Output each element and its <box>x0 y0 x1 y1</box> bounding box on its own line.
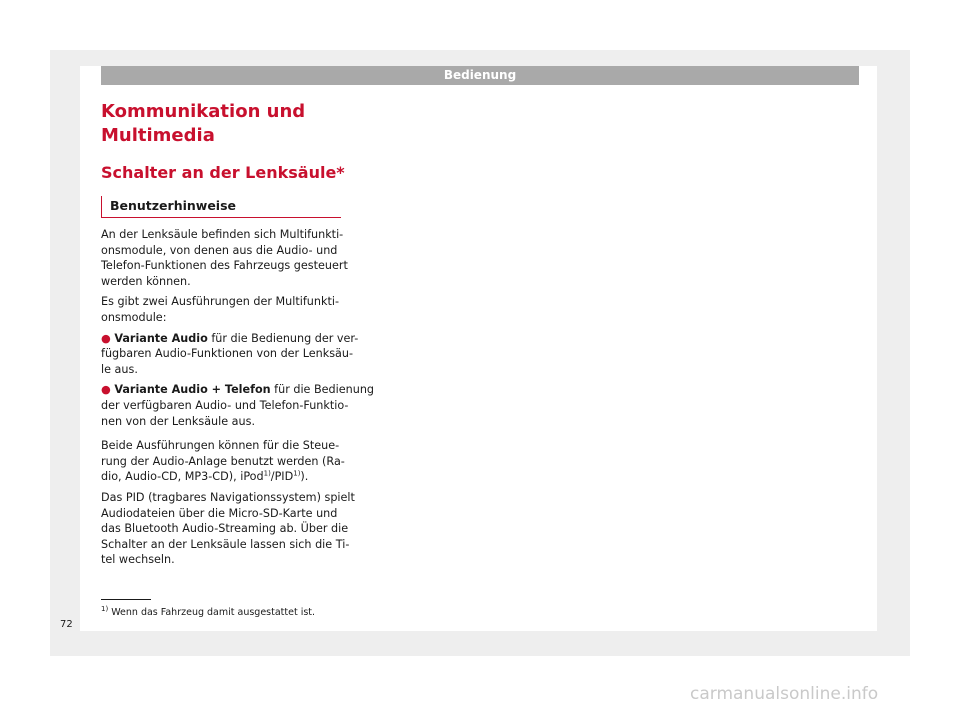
bullet-text: für die Bedienung <box>270 383 375 397</box>
bullet-term: Variante Audio + Telefon <box>114 383 271 397</box>
text-line: werden können. <box>101 274 191 288</box>
text-line <box>101 382 375 398</box>
text-line: Telefon-Funktionen des Fahrzeugs gesteuert <box>101 259 348 273</box>
text-line: Beide Ausführungen können für die Steue- <box>101 439 340 453</box>
watermark: carmanualsonline.info <box>690 684 879 704</box>
chapter-title <box>101 100 381 148</box>
footnote-divider <box>101 599 151 600</box>
text-line: nen von der Lenksäule aus. <box>101 414 256 428</box>
text-line: das Bluetooth Audio-Streaming ab. Über die <box>101 522 349 536</box>
text-segment: /PID <box>270 470 294 484</box>
paragraph-usage <box>101 438 349 485</box>
text-line: rung der Audio-Anlage benutzt werden (Ra- <box>101 454 345 468</box>
section-title: Schalter an der Lenksäule* <box>101 163 345 182</box>
text-line: tel wechseln. <box>101 553 175 567</box>
bullet-icon: ● <box>101 383 111 397</box>
text-line: Schalter an der Lenksäule lassen sich die Ti- <box>101 537 350 551</box>
footnote-ref: 1) <box>263 469 271 478</box>
text-line: der verfügbaren Audio- und Telefon-Funktio- <box>101 398 349 412</box>
text-line <box>101 331 359 347</box>
bullet-item-audio-telefon <box>101 382 375 429</box>
paragraph-variants <box>101 294 349 325</box>
paragraph-pid <box>101 490 355 568</box>
footnote <box>101 604 401 618</box>
text-line: fügbaren Audio-Funktionen von der Lenksäu- <box>101 347 354 361</box>
chapter-title-line1: Kommunikation und <box>101 101 306 122</box>
text-segment: dio, Audio-CD, MP3-CD), iPod <box>101 470 264 484</box>
footnote-text: Wenn das Fahrzeug damit ausgestattet ist. <box>108 607 316 618</box>
bullet-icon: ● <box>101 331 111 345</box>
section-header-bar: Bedienung <box>101 66 859 85</box>
subsection-title: Benutzerhinweise <box>110 198 237 213</box>
body-text-column <box>101 227 375 573</box>
subsection-heading-box <box>101 196 341 218</box>
footnote-ref: 1) <box>293 469 301 478</box>
bullet-term: Variante Audio <box>114 331 208 345</box>
text-line: Es gibt zwei Ausführungen der Multifunkti- <box>101 295 339 309</box>
bullet-text: für die Bedienung der ver- <box>207 331 359 345</box>
text-line: onsmodule, von denen aus die Audio- und <box>101 243 338 257</box>
page-number: 72 <box>60 619 73 630</box>
chapter-title-line2: Multimedia <box>101 125 215 146</box>
text-segment: ). <box>300 470 309 484</box>
text-line: Das PID (tragbares Navigationssystem) spielt <box>101 490 355 504</box>
text-line: Audiodateien über die Micro-SD-Karte und <box>101 506 338 520</box>
bullet-item-audio <box>101 331 359 378</box>
footnote-marker: 1) <box>101 604 109 613</box>
text-line <box>101 469 349 485</box>
text-line: An der Lenksäule befinden sich Multifunkti- <box>101 228 344 241</box>
text-line: le aus. <box>101 362 138 376</box>
paragraph-intro <box>101 227 349 289</box>
text-line: onsmodule: <box>101 310 167 324</box>
